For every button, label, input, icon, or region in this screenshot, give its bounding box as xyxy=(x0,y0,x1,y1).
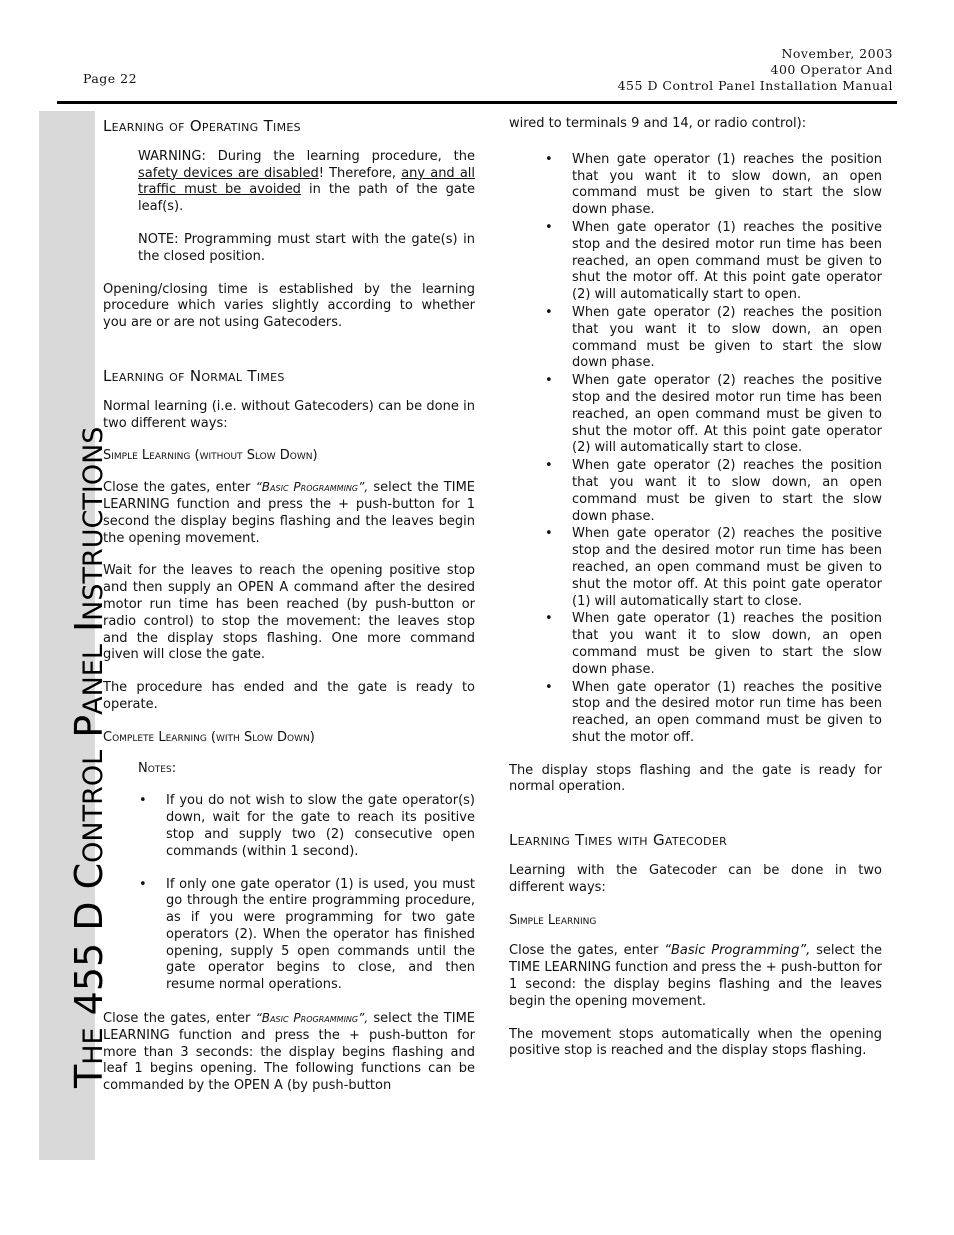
list-item: • If you do not wish to slow the gate operator(s) down, wait for the gate to reach its positive stop and supply two (2) consecutive open commands (within 1 second). xyxy=(103,793,475,860)
note-label: NOTE xyxy=(138,231,175,247)
left-column xyxy=(103,118,475,1111)
heading-learning-operating-times: Learning of Operating Times xyxy=(103,117,301,135)
paragraph: The display stops flashing and the gate is ready for normal operation. xyxy=(509,762,882,795)
warning-label: WARNING xyxy=(138,148,202,164)
note-paragraph: NOTE: Programming must start with the gate(s) in the closed position. xyxy=(138,231,475,264)
header-line-3: 455 D Control Panel Installation Manual xyxy=(617,78,893,93)
list-item: • When gate operator (1) reaches the positive stop and the desired motor run time has been reached, an open command must be given to shut the motor off. xyxy=(509,680,882,747)
sidebar-title: The 455 D Control Panel Instructions xyxy=(67,426,111,1088)
paragraph: Close the gates, enter “Basic Programming”, select the TIME LEARNING function and press the + push-button for 1 second: the display begins flashing and the leaves begin the opening movement. xyxy=(509,943,882,1009)
paragraph: Opening/closing time is established by the learning procedure which varies slightly according to whether you are or are not using Gatecoders. xyxy=(103,281,475,331)
paragraph: wired to terminals 9 and 14, or radio control): xyxy=(509,116,807,131)
paragraph: Wait for the leaves to reach the opening positive stop and then supply an OPEN A command after the desired motor run time has been reached (by push-button or radio control) to stop the movement: the leaves stop and the display stops flashing. One more command given will close the gate. xyxy=(103,563,475,663)
list-item: • When gate operator (1) reaches the positive stop and the desired motor run time has been reached, an open command must be given to shut the motor off. At this point gate operator (2) will automatically start to open. xyxy=(509,220,882,304)
page-number: Page 22 xyxy=(83,71,138,86)
paragraph: Close the gates, enter “Basic Programming”, select the TIME LEARNING function and press the + push-button for more than 3 seconds: the display begins flashing and leaf 1 begins opening. The following functions can be commanded by the OPEN A (by push-button xyxy=(103,1011,475,1094)
heading-learning-normal-times: Learning of Normal Times xyxy=(103,366,285,385)
subheading-complete-learning: Complete Learning (with Slow Down) xyxy=(103,729,315,745)
paragraph: The movement stops automatically when the opening positive stop is reached and the display stops flashing. xyxy=(509,1026,882,1059)
header-rule xyxy=(57,101,897,104)
paragraph: Normal learning (i.e. without Gatecoders) can be done in two different ways: xyxy=(103,398,475,431)
heading-learning-times-gatecoder: Learning Times with Gatecoder xyxy=(509,831,728,850)
paragraph: Learning with the Gatecoder can be done in two different ways: xyxy=(509,863,882,895)
subheading-simple-learning: Simple Learning (without Slow Down) xyxy=(103,448,318,464)
header-date: November, 2003 xyxy=(781,46,893,61)
subheading-simple-learning-gatecoder: Simple Learning xyxy=(509,912,597,928)
steps-list xyxy=(509,152,882,747)
list-item: • When gate operator (1) reaches the position that you want it to slow down, an open command must be given to start the slow down phase. xyxy=(509,611,882,678)
warning-paragraph: WARNING: During the learning procedure, the safety devices are disabled! Therefore, any and all traffic must be avoided in the path of the gate leaf(s). xyxy=(138,148,476,215)
paragraph: Close the gates, enter “Basic Programming”, select the TIME LEARNING function and press the + push-button for 1 second the display begins flashing and the leaves begin the opening movement. xyxy=(103,480,475,546)
header-line-2: 400 Operator And xyxy=(770,62,893,77)
list-item: • When gate operator (2) reaches the positive stop and the desired motor run time has been reached, an open command must be given to shut the motor off. At this point gate operator (1) will automatically start to close. xyxy=(509,526,882,610)
right-column xyxy=(509,116,882,1076)
list-item: • When gate operator (2) reaches the position that you want it to slow down, an open command must be given to start the slow down phase. xyxy=(509,305,882,372)
notes-list xyxy=(103,793,475,994)
paragraph: The procedure has ended and the gate is ready to operate. xyxy=(103,680,475,712)
list-item: • If only one gate operator (1) is used, you must go through the entire programming procedure, as if you were programming for two gate operators (2). When the operator has finished opening, supply 5 open commands until the gate operator begins to close, and then resume normal operations. xyxy=(103,877,475,995)
list-item: • When gate operator (2) reaches the position that you want it to slow down, an open command must be given to start the slow down phase. xyxy=(509,458,882,525)
header-info xyxy=(618,46,893,94)
list-item: • When gate operator (1) reaches the position that you want it to slow down, an open command must be given to start the slow down phase. xyxy=(509,152,882,219)
list-item: • When gate operator (2) reaches the positive stop and the desired motor run time has been reached, an open command must be given to shut the motor off. At this point gate operator (2) will automatically start to close. xyxy=(509,373,882,457)
notes-label: Notes: xyxy=(138,760,177,776)
